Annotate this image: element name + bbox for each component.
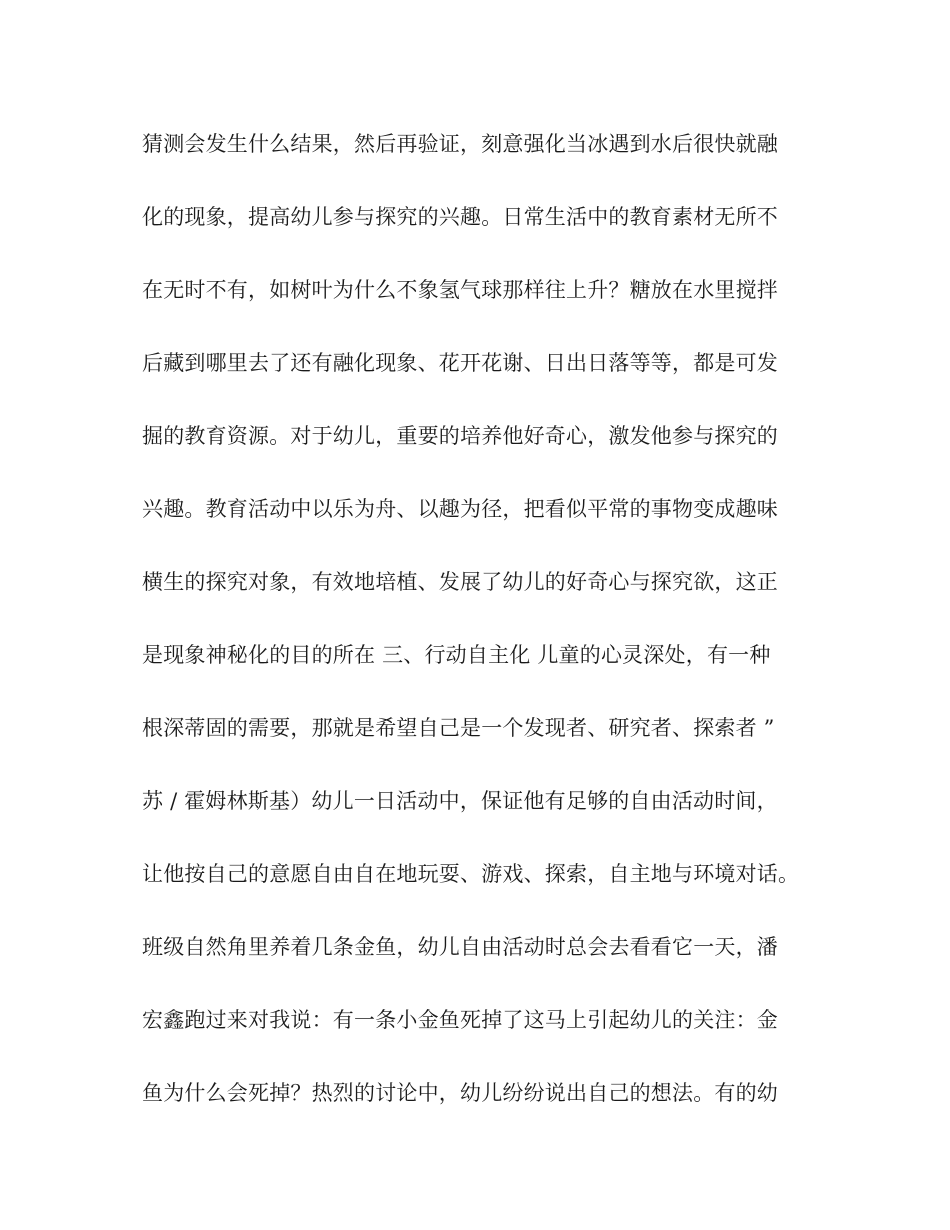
text-line: 苏 / 霍姆林斯基）幼儿一日活动中，保证他有足够的自由活动时间， [142,789,778,813]
text-line: 根深蒂固的需要，那就是希望自己是一个发现者、研究者、探索者 ” [142,716,775,740]
text-line: 宏鑫跑过来对我说：有一条小金鱼死掉了这马上引起幼儿的关注：金 [142,1008,778,1032]
body-text [142,124,822,1146]
text-line: 横生的探究对象，有效地培植、发展了幼儿的好奇心与探究欲，这正 [142,570,778,594]
text-line: 化的现象，提高幼儿参与探究的兴趣。日常生活中的教育素材无所不 [142,205,778,229]
text-line: 后藏到哪里去了还有融化现象、花开花谢、日出日落等等，都是可发 [142,351,778,375]
text-line: 班级自然角里养着几条金鱼，幼儿自由活动时总会去看看它一天，潘 [142,935,778,959]
text-line: 在无时不有，如树叶为什么不象氢气球那样往上升？糖放在水里搅拌 [142,278,778,302]
text-line: 让他按自己的意愿自由自在地玩耍、游戏、探索，自主地与环境对话。 [142,862,800,886]
text-line: 掘的教育资源。对于幼儿，重要的培养他好奇心，激发他参与探究的 [142,424,778,448]
text-line: 鱼为什么会死掉？热烈的讨论中，幼儿纷纷说出自己的想法。有的幼 [142,1081,778,1105]
text-line: 是现象神秘化的目的所在 三、行动自主化 儿童的心灵深处，有一种 [142,643,771,667]
text-line: 猜测会发生什么结果，然后再验证，刻意强化当冰遇到水后很快就融 [142,132,778,156]
text-line: 兴趣。教育活动中以乐为舟、以趣为径，把看似平常的事物变成趣味 [142,497,778,521]
